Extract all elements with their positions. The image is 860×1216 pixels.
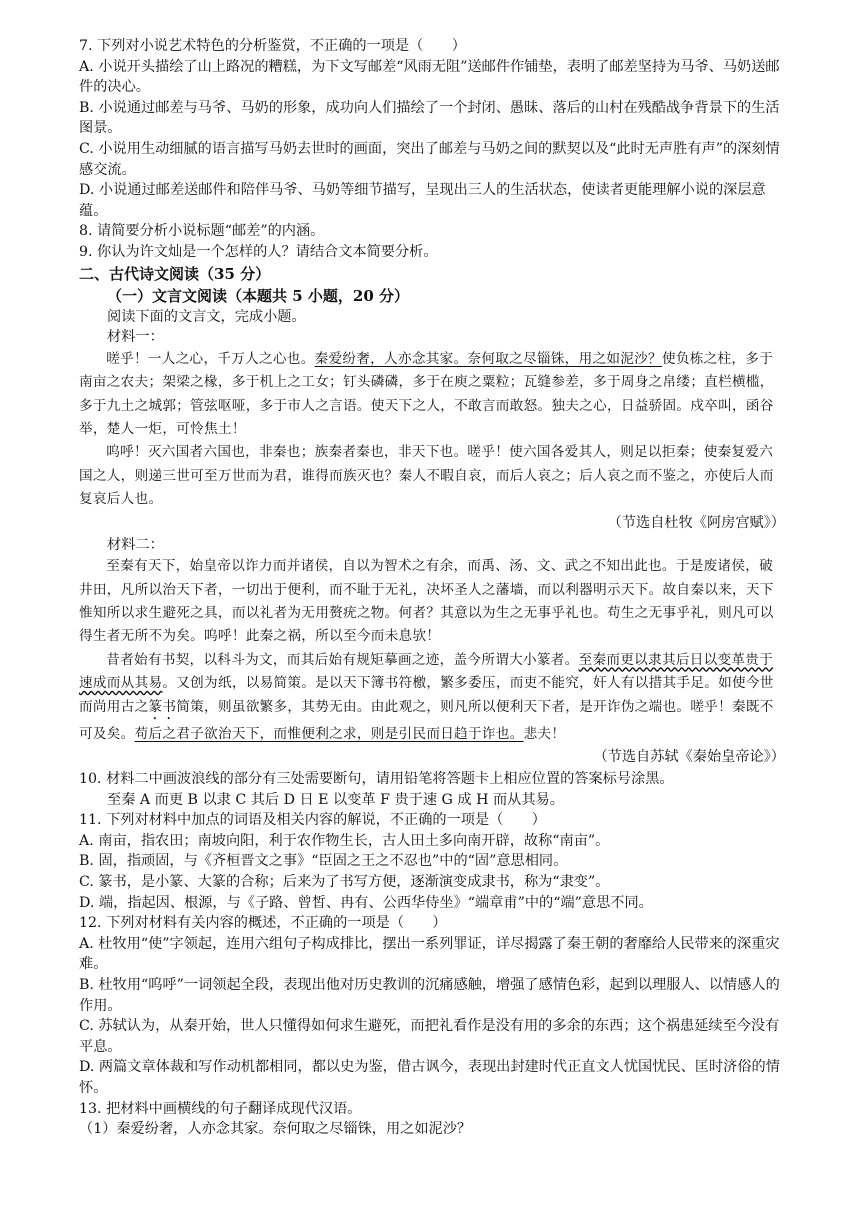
material1-source: （节选自杜牧《阿房宫赋》） bbox=[607, 514, 785, 531]
q7-stem: 7. 下列对小说艺术特色的分析鉴赏，不正确的一项是（ ） bbox=[79, 38, 466, 54]
q7-option-d: D. 小说通过邮差送邮件和陪伴马爷、马奶等细节描写，呈现出三人的生活状态，使读者更能理解小说的深层意蕴。 bbox=[79, 182, 766, 219]
q11-option-c: C. 篆书，是小篆、大篆的合称；后来为了书写方便，逐渐演变成隶书，称为“隶变”。 bbox=[79, 873, 610, 890]
q11-option-b: B. 固，指顽固，与《齐桓晋文之事》“臣固之王之不忍也”中的“固”意思相同。 bbox=[79, 853, 568, 870]
material1-text: 嗟乎！一人之心，千万人之心也。 bbox=[106, 350, 315, 367]
wavy-underlined-passage: 至秦而更以隶其后日以变革贵于速成而从其易 bbox=[79, 651, 774, 692]
dotted-word-zhuanshu: 篆书 bbox=[148, 698, 177, 715]
q12-stem: 12. 下列对材料有关内容的概述，不正确的一项是（ ） bbox=[79, 915, 447, 932]
subsection-title: （一）文言文阅读（本题共 5 小题，20 分） bbox=[107, 286, 409, 305]
q9: 9. 你认为许文灿是一个怎样的人？请结合文本简要分析。 bbox=[79, 243, 438, 260]
section-title: 二、古代诗文阅读（35 分） bbox=[79, 264, 271, 283]
q13-sentence-1: （1）秦爱纷奢，人亦念其家。奈何取之尽锱铢，用之如泥沙？ bbox=[79, 1121, 472, 1138]
material2-paragraph-1: 至秦有天下，始皇帝以诈力而并诸侯，自以为智术之有余，而禹、汤、文、武之不知出此也。于是废诸侯，破井田，凡所以治天下者，一切出于便利，而不耻于无礼，决坏圣人之藩墙，而以利器明示天下。故自秦以来，天下惟知所以求生避死之具，而以礼者为无用赘疣之物。何者？其意以为生之无事乎礼也。苟生之无事乎礼，则凡可以得生者无所不为矣。呜呼！此秦之祸，所以至今而未息欤！ bbox=[79, 558, 774, 645]
material1-paragraph-2: 呜呼！灭六国者六国也，非秦也；族秦者秦也，非天下也。嗟乎！使六国各爱其人，则足以拒秦；使秦复爱六国之人，则递三世可至万世而为君，谁得而族灭也？秦人不暇自哀，而后人哀之；后人哀之而不鉴之，亦使后人而复哀后人也。 bbox=[79, 444, 774, 508]
q7-option-b: B. 小说通过邮差与马爷、马奶的形象，成功向人们描绘了一个封闭、愚昧、落后的山村在残酷战争背景下的生活图景。 bbox=[79, 99, 780, 137]
exam-page bbox=[79, 36, 785, 1140]
q11-option-d: D. 端，指起因、根源，与《子路、曾皙、冉有、公西华侍坐》“端章甫”中的“端”意思不同。 bbox=[79, 894, 653, 911]
q12-option-b: B. 杜牧用“呜呼”一词领起全段，表现出他对历史教训的沉痛感触，增强了感情色彩，起到以理服人、以情感人的作用。 bbox=[79, 976, 780, 1014]
material1-paragraph-1 bbox=[79, 348, 785, 442]
q7-option-c: C. 小说用生动细腻的语言描写马奶去世时的画面，突出了邮差与马奶之间的默契以及“此时无声胜有声”的深刻情感交流。 bbox=[79, 140, 780, 178]
q12-option-c: C. 苏轼认为，从秦开始，世人只懂得如何求生避死，而把礼看作是没有用的多余的东西；这个祸患延续至今没有平息。 bbox=[79, 1018, 780, 1055]
material2-text: 昔者始有书契，以科斗为文，而其后始有规矩摹画之迹，盖今所谓大小篆者。 bbox=[106, 651, 579, 668]
q12-option-a: A. 杜牧用“使”字领起，连用六组句子构成排比，摆出一系列罪证，详尽揭露了秦王朝的奢靡给人民带来的深重灾难。 bbox=[79, 935, 780, 973]
q8: 8. 请简要分析小说标题“邮差”的内涵。 bbox=[79, 223, 325, 240]
material1-label: 材料一： bbox=[107, 329, 164, 346]
material2-text: 。又创为纸，以易简策。是以天下簿书符檄，繁多委压，而吏不能究，奸人有以措其手足。如使今世而尚用古之 bbox=[79, 675, 774, 715]
material2-label: 材料二： bbox=[107, 536, 164, 553]
underlined-sentence-2: 苟后之君子欲治天下，而惟便利之求，则是引民而日趋于诈也。 bbox=[134, 725, 524, 742]
q7-option-a: A. 小说开头描绘了山上路况的糟糕，为下文写邮差“风雨无阻”送邮件作铺垫，表明了邮差坚持为马爷、马奶送邮件的决心。 bbox=[79, 58, 780, 96]
q12-option-d: D. 两篇文章体裁和写作动机都相同，都以史为鉴，借古讽今，表现出封建时代正直文人忧国忧民、匡时济俗的情怀。 bbox=[79, 1059, 780, 1096]
q11-option-a: A. 南亩，指农田；南坡向阳，利于农作物生长，古人田土多向南开辟，故称“南亩”。 bbox=[79, 832, 610, 849]
q13-stem: 13. 把材料中画横线的句子翻译成现代汉语。 bbox=[79, 1100, 362, 1117]
material2-text: 简策，则虽欲繁多，其势无由。由此观之，则凡所以便利天下者，是开诈伪之端也。嗟乎！秦既不可及矣。 bbox=[79, 698, 774, 742]
q11-stem: 11. 下列对材料中加点的词语及相关内容的解说，不正确的一项是（ ） bbox=[79, 812, 546, 829]
material2-source: （节选自苏轼《秦始皇帝论》） bbox=[593, 749, 785, 765]
material2-text: 悲夫！ bbox=[523, 725, 566, 742]
material1-text: 使负栋之柱，多于南亩之农夫；架梁之椽，多于机上之工女；钉头磷磷，多于在庾之粟粒；瓦缝参差，多于周身之帛缕；直栏横槛，多于九土之城郭；管弦呕哑，多于市人之言语。使天下之人，不敢言而敢怒。独夫之心，日益骄固。戍卒叫，函谷举，楚人一炬，可怜焦土！ bbox=[79, 350, 774, 437]
underlined-sentence-1: 秦爱纷奢，人亦念其家。奈何取之尽锱铢，用之如泥沙？ bbox=[314, 350, 662, 367]
reading-instruction: 阅读下面的文言文，完成小题。 bbox=[107, 308, 306, 325]
material2-paragraph-2 bbox=[79, 649, 785, 746]
q10-stem: 10. 材料二中画波浪线的部分有三处需要断句，请用铅笔将答题卡上相应位置的答案标号涂黑。 bbox=[79, 771, 674, 787]
q10-sentence: 至秦 A 而更 B 以隶 C 其后 D 日 E 以变革 F 贵于速 G 成 H 而从其易。 bbox=[107, 791, 564, 808]
